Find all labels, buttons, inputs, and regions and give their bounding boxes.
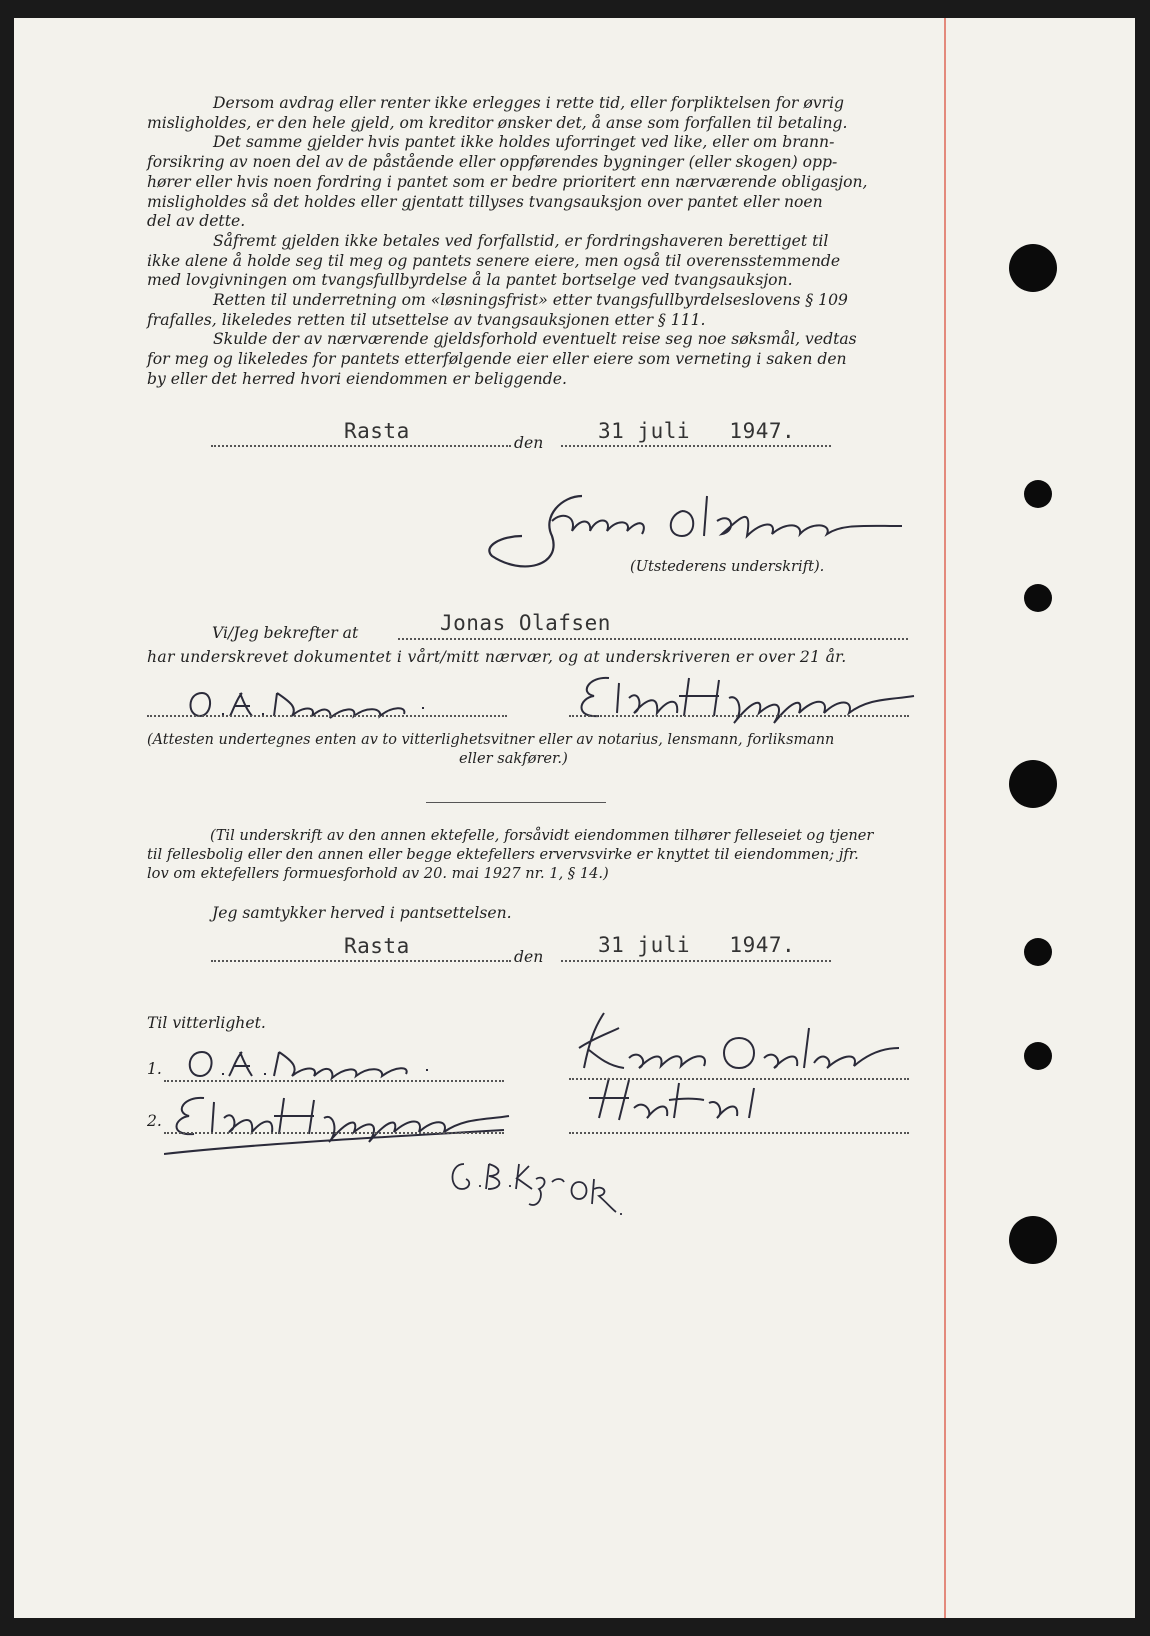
place-2-line	[211, 960, 511, 962]
confirm-name: Jonas Olafsen	[440, 611, 611, 635]
date-2: 31 juli 1947.	[598, 933, 796, 957]
paragraph-line: Skulde der av nærværende gjeldsforhold eventuelt reise seg noe søksmål, vedtas	[213, 330, 857, 349]
punch-hole	[1009, 760, 1057, 808]
place-2: Rasta	[344, 934, 410, 958]
spouse-note-3: lov om ektefellers formuesforhold av 20. mai 1927 nr. 1, § 14.)	[147, 865, 609, 882]
witness-signature-b	[569, 668, 929, 728]
date-1-line	[561, 445, 831, 447]
spouse-line-2	[569, 1132, 909, 1134]
paragraph-line: Det samme gjelder hvis pantet ikke holdes uforringet ved like, eller om brann-	[213, 133, 835, 152]
punch-hole	[1024, 938, 1052, 966]
punch-hole	[1024, 1042, 1052, 1070]
paragraph-line: ikke alene å holde seg til meg og pantets senere eiere, men også til overensstemmende	[147, 251, 841, 270]
paragraph-line: frafalles, likeledes retten til utsettelse av tvangsauksjonen etter § 111.	[147, 310, 706, 329]
paragraph-line: del av dette.	[147, 212, 246, 231]
date-1: 31 juli 1947.	[598, 419, 796, 443]
witness-1-line	[164, 1080, 504, 1082]
document-page	[14, 18, 1135, 1618]
punch-hole	[1024, 584, 1052, 612]
confirm-name-line	[398, 638, 908, 640]
attest-note-1: (Attesten undertegnes enten av to vitterlighetsvitner eller av notarius, lensmann, forliksmann	[147, 731, 835, 748]
punch-hole	[1009, 244, 1057, 292]
paragraph-line: misligholdes, er den hele gjeld, om kreditor ønsker det, å anse som forfallen til betaling.	[147, 113, 848, 132]
paragraph-line: med lovgivningen om tvangsfullbyrdelse å la pantet bortselge ved tvangsauksjon.	[147, 271, 793, 290]
spouse-line-1	[569, 1078, 909, 1080]
witness-line-a	[147, 715, 507, 717]
paragraph-line: for meg og likeledes for pantets etterfølgende eier eller eiere som verneting i saken den	[147, 350, 847, 369]
punch-hole	[1009, 1216, 1057, 1264]
registry-mark	[444, 1154, 624, 1234]
spouse-signature	[569, 1008, 909, 1138]
witness-heading: Til vitterlighet.	[147, 1014, 266, 1032]
paragraph-line: hører eller hvis noen fordring i pantet som er bedre prioritert enn nærværende obligasjon,	[147, 172, 868, 191]
den-label-1: den	[514, 434, 544, 452]
witness-number-1: 1.	[147, 1060, 162, 1078]
place-1-line	[211, 445, 511, 447]
witness-line-b	[569, 715, 909, 717]
witness-2-signature	[164, 1090, 524, 1160]
confirm-prefix: Vi/Jeg bekrefter at	[212, 624, 359, 642]
attest-note-2: eller sakfører.)	[459, 750, 568, 767]
paragraph-line: by eller det herred hvori eiendommen er beliggende.	[147, 369, 567, 388]
witness-signature-a	[182, 678, 442, 728]
paragraph-line: Såfremt gjelden ikke betales ved forfallstid, er fordringshaveren berettiget til	[213, 231, 829, 250]
spouse-note-1: (Til underskrift av den annen ektefelle, forsåvidt eiendommen tilhører felleseiet og tjener	[210, 827, 874, 844]
punch-hole	[1024, 480, 1052, 508]
spouse-note-2: til fellesbolig eller den annen eller begge ektefellers ervervsvirke er knyttet til eiendommen; jfr.	[147, 846, 859, 863]
consent-statement: Jeg samtykker herved i pantsettelsen.	[212, 904, 512, 922]
paragraph-line: Dersom avdrag eller renter ikke erlegges i rette tid, eller forpliktelsen for øvrig	[213, 94, 844, 112]
witness-2-line	[164, 1132, 504, 1134]
margin-line	[944, 18, 946, 1618]
confirm-line-2: har underskrevet dokumentet i vårt/mitt nærvær, og at underskriveren er over 21 år.	[147, 648, 847, 666]
date-2-line	[561, 960, 831, 962]
issuer-caption: (Utstederens underskrift).	[630, 558, 825, 575]
place-1: Rasta	[344, 419, 410, 443]
terms-paragraph	[147, 94, 937, 390]
section-divider	[426, 802, 606, 803]
witness-number-2: 2.	[147, 1112, 162, 1130]
den-label-2: den	[514, 948, 544, 966]
paragraph-line: Retten til underretning om «løsningsfrist» etter tvangsfullbyrdelseslovens § 109	[213, 291, 848, 310]
paragraph-line: misligholdes så det holdes eller gjentatt tillyses tvangsauksjon over pantet eller noen	[147, 192, 823, 211]
paragraph-line: forsikring av noen del av de påstående eller oppførendes bygninger (eller skogen) opp-	[147, 153, 838, 172]
